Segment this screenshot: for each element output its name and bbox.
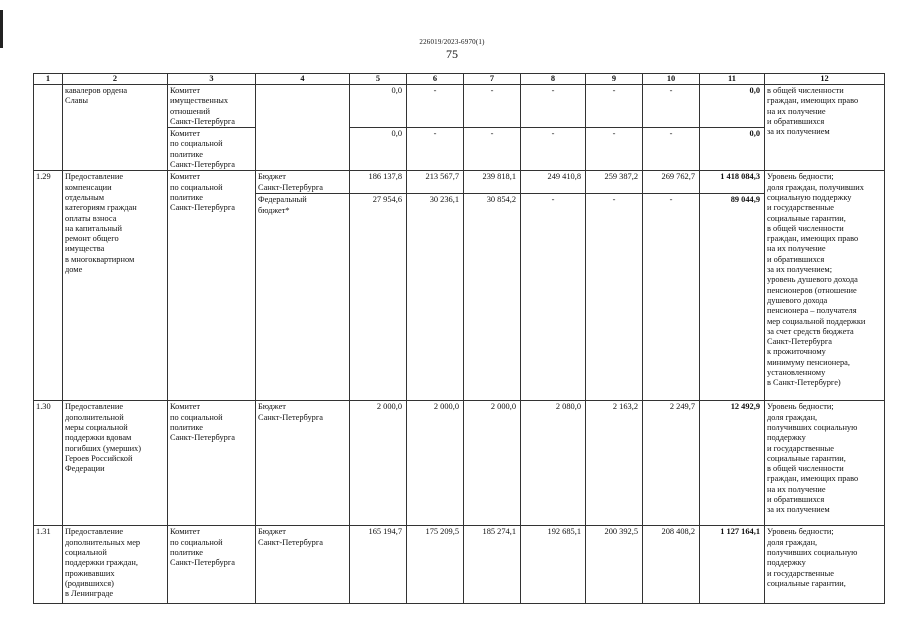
value-cell: - [643,128,700,171]
value-cell: 213 567,7 [407,171,464,194]
item-number: 1.31 [34,526,63,604]
value-cell: - [407,128,464,171]
responsible-agency: Комитет имущественных отношений Санкт-Петербурга [168,85,256,128]
value-cell: 2 249,7 [643,401,700,526]
value-cell: 0,0 [350,85,407,128]
item-number: 1.30 [34,401,63,526]
item-number [34,85,63,171]
value-cell: - [521,85,586,128]
value-cell: 2 000,0 [407,401,464,526]
value-cell: 249 410,8 [521,171,586,194]
column-number-row [34,74,885,85]
responsible-agency: Комитет по социальной политике Санкт-Петербурга [168,526,256,604]
col-header: 1 [34,74,63,85]
document-id: 226019/2023-6970(1) [419,38,485,46]
value-cell: 30 854,2 [464,194,521,401]
value-cell: 165 194,7 [350,526,407,604]
value-cell: 269 762,7 [643,171,700,194]
total-cell: 12 492,9 [700,401,765,526]
total-cell: 1 127 164,1 [700,526,765,604]
value-cell: - [464,128,521,171]
value-cell: 30 236,1 [407,194,464,401]
value-cell: 27 954,6 [350,194,407,401]
funding-source: Бюджет Санкт-Петербурга [256,171,350,194]
col-header: 4 [256,74,350,85]
total-cell: 0,0 [700,85,765,128]
indicator-text: в общей численности граждан, имеющих право на их получение и обратившихся за их получением [765,85,885,171]
funding-source [256,85,350,171]
value-cell: - [643,85,700,128]
total-cell: 1 418 084,3 [700,171,765,194]
value-cell: 2 000,0 [464,401,521,526]
value-cell: 259 387,2 [586,171,643,194]
col-header: 12 [765,74,885,85]
value-cell: - [464,85,521,128]
col-header: 10 [643,74,700,85]
funding-source: Федеральный бюджет* [256,194,350,401]
table-row [34,526,885,604]
col-header: 2 [63,74,168,85]
funding-source: Бюджет Санкт-Петербурга [256,526,350,604]
value-cell: 185 274,1 [464,526,521,604]
col-header: 3 [168,74,256,85]
measure-name: Предоставление дополнительных мер социальной поддержки граждан, проживавших (родившихся) в Ленинграде [63,526,168,604]
measure-name: Предоставление дополнительной меры социальной поддержки вдовам погибших (умерших) Героев Российской Федерации [63,401,168,526]
total-cell: 0,0 [700,128,765,171]
value-cell: - [586,85,643,128]
value-cell: 239 818,1 [464,171,521,194]
value-cell: 2 163,2 [586,401,643,526]
measure-name: кавалеров ордена Славы [63,85,168,171]
funding-source: Бюджет Санкт-Петербурга [256,401,350,526]
value-cell: - [643,194,700,401]
value-cell: - [521,128,586,171]
value-cell: - [586,194,643,401]
indicator-text: Уровень бедности; доля граждан, получивших социальную поддержку и государственные социальные гарантии, в общей численности граждан, имеющих право на их получение и обратившихся за их получением; уровень душевого дохода пенсионеров (отношение душевого дохода пенсионера – получателя мер социальной поддержки за счет средств бюджета Санкт-Петербурга к прожиточному минимуму пенсионера, установленному в Санкт-Петербурге) [765,171,885,401]
responsible-agency: Комитет по социальной политике Санкт-Петербурга [168,401,256,526]
value-cell: 186 137,8 [350,171,407,194]
value-cell: - [407,85,464,128]
responsible-agency: Комитет по социальной политике Санкт-Петербурга [168,171,256,401]
col-header: 6 [407,74,464,85]
page-number: 75 [446,47,458,61]
value-cell: - [586,128,643,171]
table-row [34,171,885,194]
measure-name: Предоставление компенсации отдельным категориям граждан оплаты взноса на капитальный ремонт общего имущества в многоквартирном доме [63,171,168,401]
responsible-agency: Комитет по социальной политике Санкт-Петербурга [168,128,256,171]
indicator-text: Уровень бедности; доля граждан, получивших социальную поддержку и государственные социальные гарантии, в общей численности граждан, имеющих право на их получение и обратившихся за их получением [765,401,885,526]
indicator-text: Уровень бедности; доля граждан, получивших социальную поддержку и государственные социальные гарантии, [765,526,885,604]
col-header: 8 [521,74,586,85]
value-cell: 192 685,1 [521,526,586,604]
value-cell: - [521,194,586,401]
value-cell: 175 209,5 [407,526,464,604]
value-cell: 208 408,2 [643,526,700,604]
col-header: 7 [464,74,521,85]
table-row [34,85,885,128]
value-cell: 200 392,5 [586,526,643,604]
col-header: 5 [350,74,407,85]
table-row [34,401,885,526]
item-number: 1.29 [34,171,63,401]
col-header: 11 [700,74,765,85]
program-measures-table [33,73,885,604]
col-header: 9 [586,74,643,85]
value-cell: 2 080,0 [521,401,586,526]
value-cell: 0,0 [350,128,407,171]
value-cell: 2 000,0 [350,401,407,526]
total-cell: 89 044,9 [700,194,765,401]
